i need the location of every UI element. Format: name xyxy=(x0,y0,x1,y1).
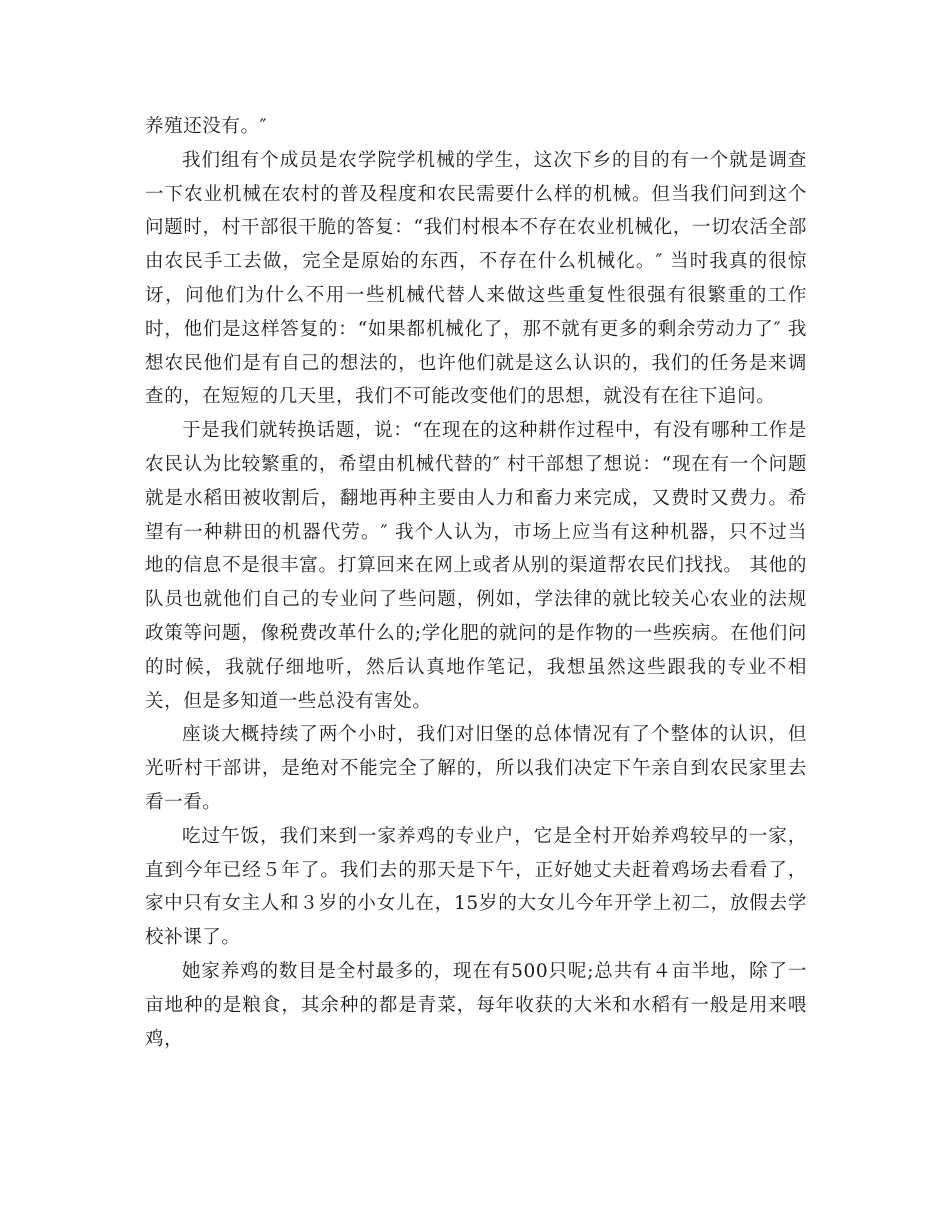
paragraph-6: 她家养鸡的数目是全村最多的，现在有500只呢;总共有４亩半地，除了一亩地种的是粮食，其余种的都是青菜，每年收获的大米和水稻有一般是用来喂鸡， xyxy=(145,960,807,1050)
paragraph-1: 养殖还没有。″ xyxy=(145,116,268,137)
document-body xyxy=(145,110,807,1056)
paragraph-3: 于是我们就转换话题，说：“在现在的这种耕作过程中，有没有哪种工作是农民认为比较繁重的，希望由机械代替的″ 村干部想了想说：“现在有一个问题就是水稻田被收割后，翻地再种主要由人力和畜力来完成，又费时又费力。希望有一种耕田的机器代劳。″ 我个人认为，市场上应当有这种机器，只不过当地的信息不是很丰富。打算回来在网上或者从别的渠道帮农民们找找。 其他的队员也就他们自己的专业问了些问题，例如，学法律的就比较关心农业的法规政策等问题，像税费改革什么的;学化肥的就问的是作物的一些疾病。在他们问的时候，我就仔细地听，然后认真地作笔记，我想虽然这些跟我的专业不相关，但是多知道一些总没有害处。 xyxy=(145,420,807,712)
paragraph-2: 我们组有个成员是农学院学机械的学生，这次下乡的目的有一个就是调查一下农业机械在农村的普及程度和农民需要什么样的机械。但当我们问到这个问题时，村干部很干脆的答复：“我们村根本不存在农业机械化，一切农活全部由农民手工去做，完全是原始的东西，不存在什么机械化。″ 当时我真的很惊讶，问他们为什么不用一些机械代替人来做这些重复性很强有很繁重的工作时，他们是这样答复的：“如果都机械化了，那不就有更多的剩余劳动力了″ 我想农民他们是有自己的想法的，也许他们就是这么认识的，我们的任务是来调查的，在短短的几天里，我们不可能改变他们的思想，就没有在往下追问。 xyxy=(145,149,807,408)
paragraph-5: 吃过午饭，我们来到一家养鸡的专业户，它是全村开始养鸡较早的一家，直到今年已经５年了。我们去的那天是下午，正好她丈夫赶着鸡场去看看了，家中只有女主人和３岁的小女儿在，15岁的大女儿今年开学上初二，放假去学校补课了。 xyxy=(145,825,807,949)
paragraph-4: 座谈大概持续了两个小时，我们对旧堡的总体情况有了个整体的认识，但光听村干部讲，是绝对不能完全了解的，所以我们决定下午亲自到农民家里去看一看。 xyxy=(145,724,807,813)
